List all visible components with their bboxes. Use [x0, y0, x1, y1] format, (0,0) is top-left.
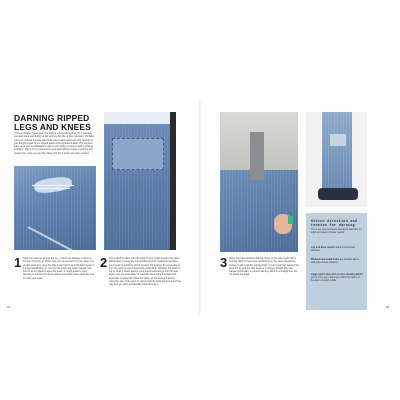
denim-under-needle [220, 170, 298, 252]
thread-spool [288, 216, 293, 224]
step-number: 1 [14, 255, 22, 270]
page-number-right: 85 [386, 305, 390, 309]
repaired-knee [330, 134, 346, 146]
tip-box-intro: There are two prominent directions that I like to stitch on holes for these repairs: [311, 228, 361, 235]
tip-text: go for more open darning to allow the fabric to be able to stretch a little. [311, 276, 360, 283]
patched-leg-photo [104, 112, 176, 250]
tip-bold: Leg and knee repairs [311, 246, 335, 249]
step-number: 3 [220, 255, 228, 270]
book-spread [0, 100, 400, 314]
step-text: Cut a patch to place onto the back of your repair and pin it in place. Remember to check the surrounding area for weakness and plan your repair to reinforce where needed. Sometimes it's necessary to iron the patch to cover almost the entire thigh. Whether the patch is big or small, I would always recommend extending it into the side seam. You are more likely to need this area using this triple lock technique on page 48. Place the patch on the sewing machine, using the open side seam to ensure that the back panel is out of the way and you don't accidentally stitch through it. [109, 257, 181, 287]
tip-stretch [311, 273, 363, 283]
jeans-leg [322, 112, 352, 190]
tip-text: are invisible darns with quite dense stitching. [311, 258, 359, 265]
ripped-knee-photo [14, 166, 96, 250]
finished-repair-photo [306, 112, 367, 207]
tip-leg-knee [311, 246, 363, 252]
page-bg-top [104, 112, 176, 124]
page-number-left: 84 [7, 305, 11, 309]
denim-patch [112, 138, 164, 170]
loose-thread [32, 185, 74, 186]
sewing-machine-photo [220, 112, 298, 252]
presser-foot [250, 132, 264, 180]
book-gutter [199, 100, 201, 314]
tip-text: stitch in horizontal direction. [311, 246, 355, 253]
tip-box-title: Stitch direction and tension for darning [311, 219, 358, 227]
step-text: When you have finished darning, close up the side seam with a running stitch. If there was overlocking on the seam elsewhere, replace it with a similar zigzag stitch. If your repair has caused the knee to bag and the side seam is no longer straight (this can happen particularly on stretch denim), stitch in a straight line. Do not follow the bulge. [229, 257, 299, 277]
sneakers [318, 188, 358, 200]
step-text: Open the seam to access the rip – unless the damage is close to the top of the leg, in which case you can access it by the waist. It is usually easiest to open the side seam but if it is a flat-felled seam or if it has topstitching, try opening the inside leg seam instead. Use your fit kit or unpick to open the seam. A rough guide to your opening to extend from 10cm above and below your repair. Be sure to mark your seam. [23, 257, 95, 280]
side-seam [170, 112, 176, 250]
tip-bold: Blowout and small holes [311, 258, 340, 261]
tip-bold: Large open holes and on very stretchy denim [311, 273, 363, 276]
page-title: DARNING RIPPED LEGS AND KNEES [14, 113, 91, 132]
intro-paragraph: I love a vintage ripped jean but there's a fine edit a place for a carefully mended knee and doing so will prolong the life of your garment. Perhaps you're a minimal mender who finds there jeans wear out very quickly or you bought a pair of pre-ripped jeans and regretted it later. The leg and knee area can be awkward to darn so it's tricky to access with a sewing machine. Many of my customers need attempting a home repair for this reason but, once you get the hang of it, it's a quick and easy project. [14, 132, 95, 155]
tip-box [306, 213, 367, 310]
step-number: 2 [100, 255, 108, 270]
seam-ripper-tool [28, 226, 75, 250]
loose-thread [36, 188, 70, 189]
tip-blowout [311, 258, 363, 264]
